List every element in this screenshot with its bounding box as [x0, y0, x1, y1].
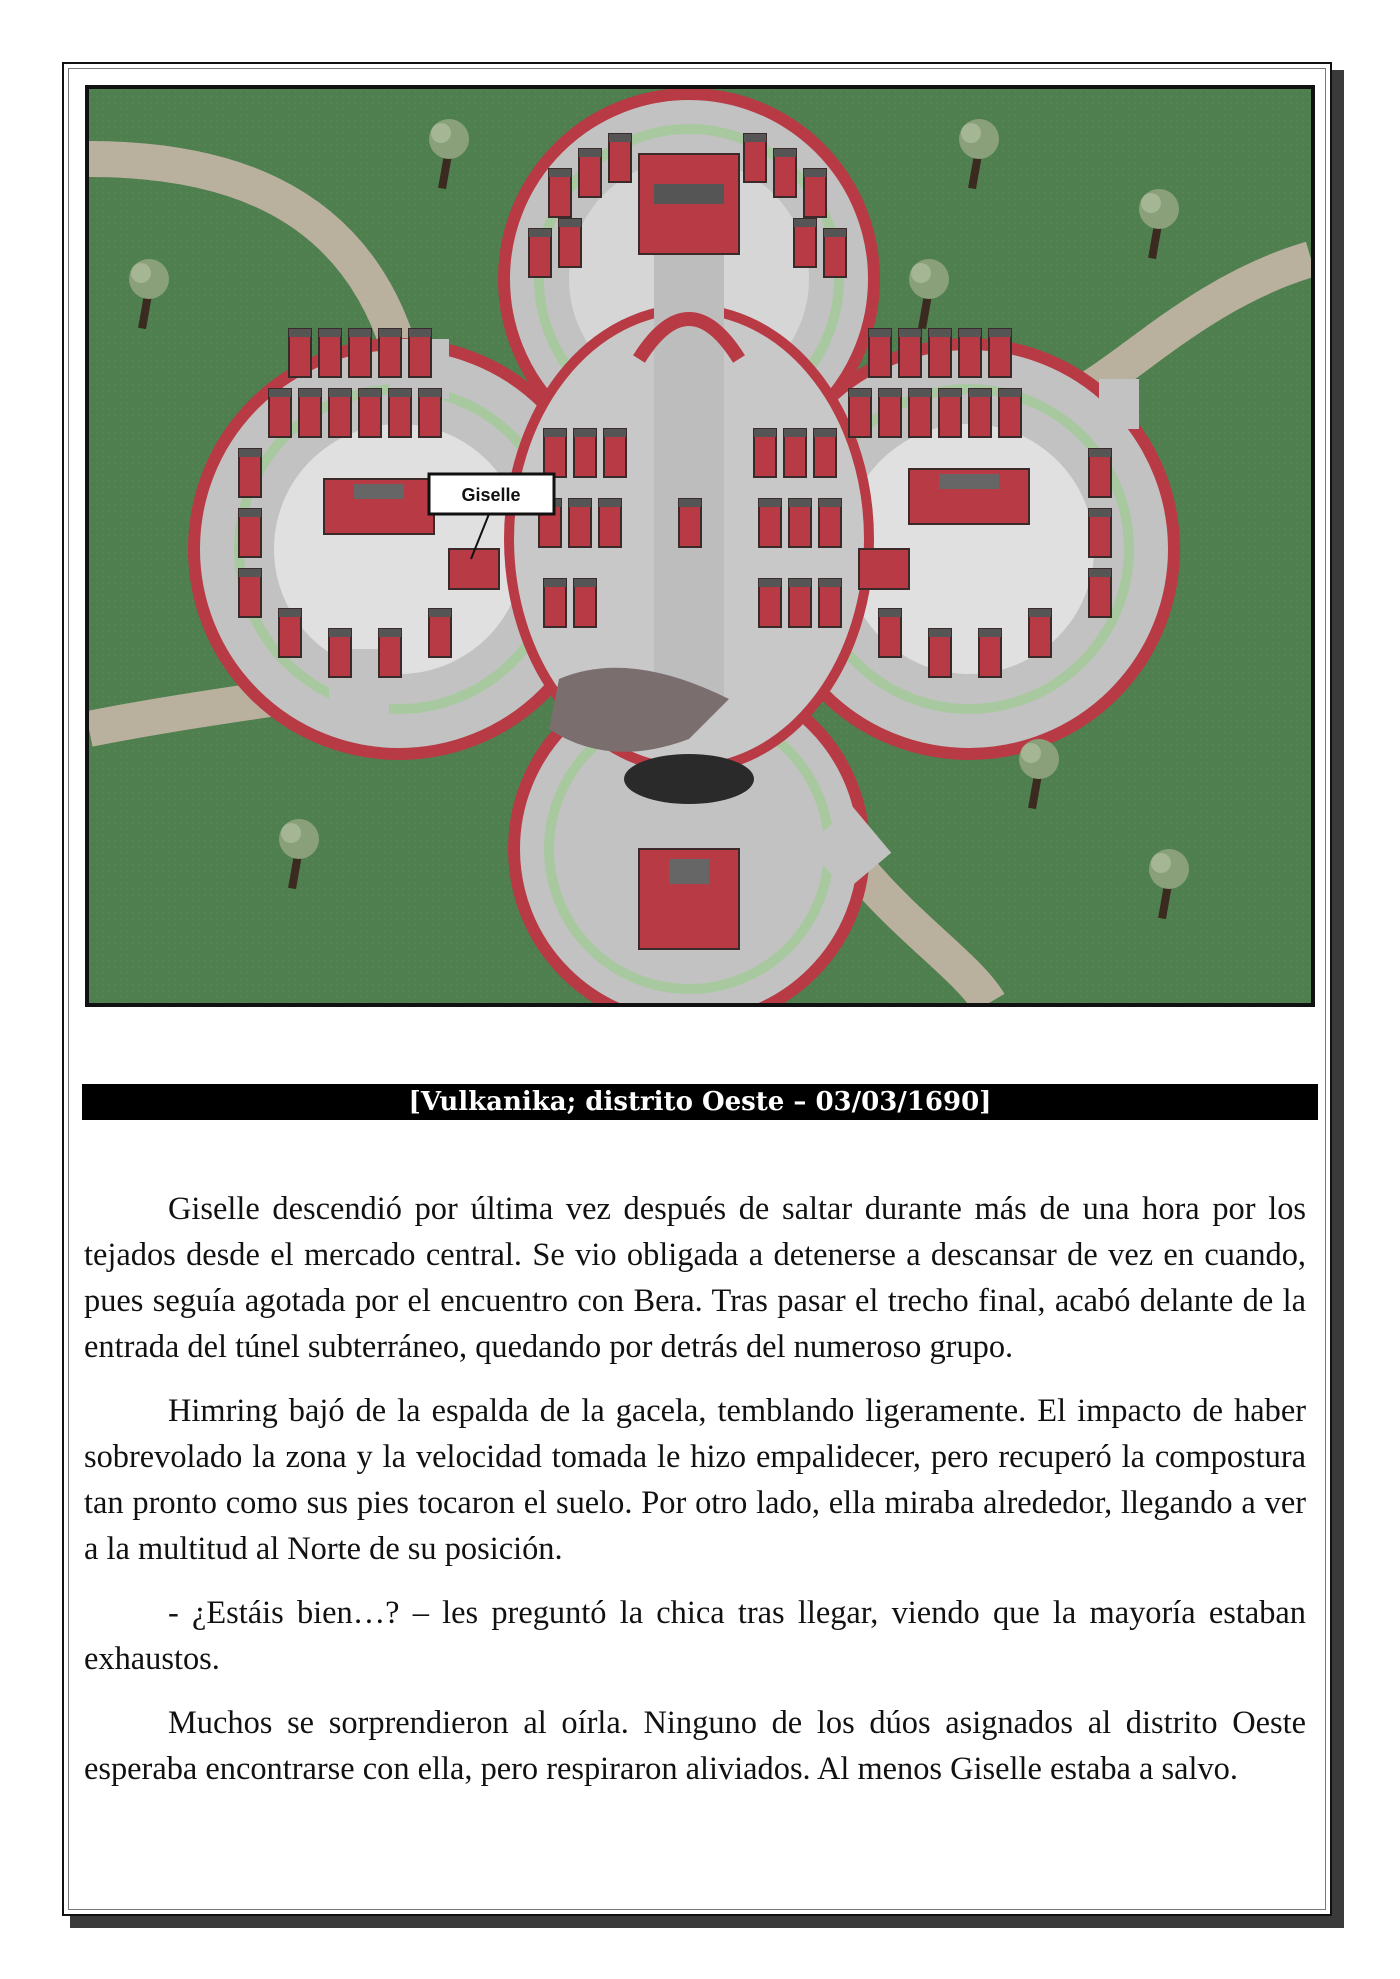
paragraph: - ¿Estáis bien…? – les preguntó la chica tras llegar, viendo que la mayoría estaban exhaustos.	[84, 1595, 1306, 1677]
paragraph: Himring bajó de la espalda de la gacela, temblando ligeramente. El impacto de haber sobrevolado la zona y la velocidad tomada le hizo empalidecer, pero recuperó la compostura tan pronto como sus pies tocaron el suelo. Por otro lado, ella miraba alrededor, llegando a ver a la multitud al Norte de su posición.	[84, 1393, 1306, 1567]
story-body	[84, 1186, 1306, 1810]
paragraph: Muchos se sorprendieron al oírla. Ninguno de los dúos asignados al distrito Oeste esperaba encontrarse con ella, pero respiraron aliviados. Al menos Giselle estaba a salvo.	[84, 1705, 1306, 1787]
district-map	[85, 85, 1315, 1007]
gate-east	[1099, 379, 1139, 429]
paragraph: Giselle descendió por última vez después de saltar durante más de una hora por los tejados desde el mercado central. Se vio obligada a detenerse a descansar de vez en cuando, pues seguía agotada por el encuentro con Bera. Tras pasar el trecho final, acabó delante de la entrada del túnel subterráneo, quedando por detrás del numeroso grupo.	[84, 1191, 1306, 1365]
giselle-marker-label: Giselle	[461, 485, 521, 505]
buildings-south	[624, 754, 754, 949]
map-caption: [Vulkanika; distrito Oeste – 03/03/1690]	[82, 1084, 1318, 1120]
